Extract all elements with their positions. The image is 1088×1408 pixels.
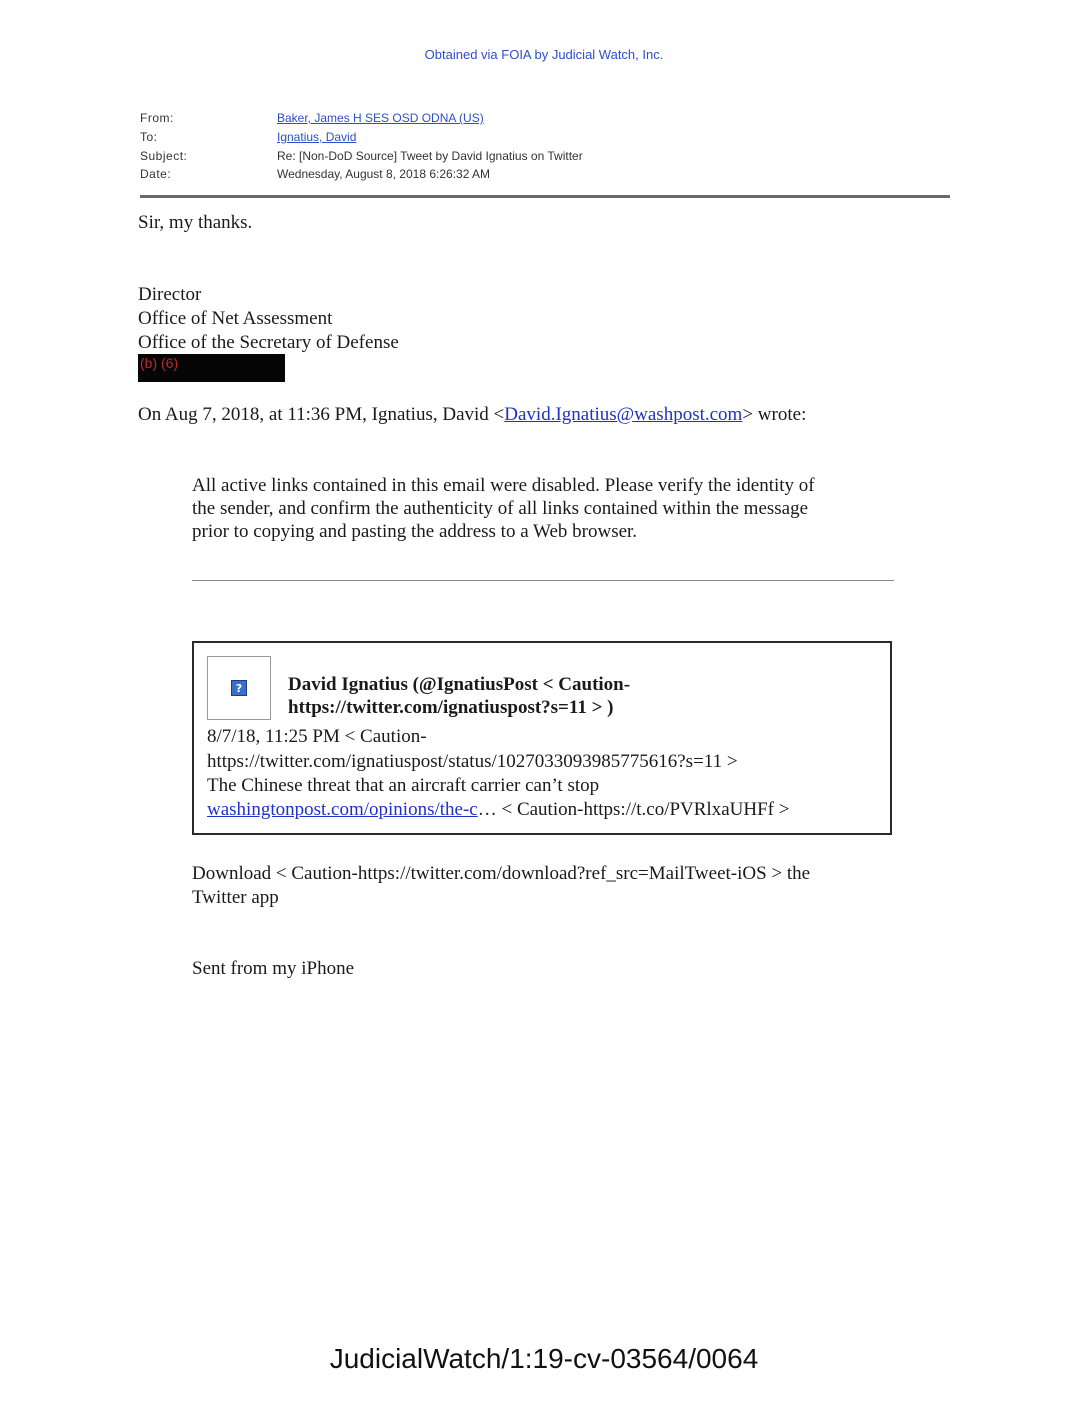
quote-email-link[interactable]: David.Ignatius@washpost.com bbox=[504, 404, 743, 425]
quote-divider bbox=[192, 580, 894, 581]
signature-title: Director bbox=[138, 284, 202, 305]
from-link[interactable]: Baker, James H SES OSD ODNA (US) bbox=[277, 111, 484, 125]
quote-intro-after: > wrote: bbox=[742, 404, 807, 425]
foia-watermark: Obtained via FOIA by Judicial Watch, Inc. bbox=[424, 47, 664, 62]
warning-line-1: All active links contained in this email were disabled. Please verify the identity of bbox=[192, 475, 815, 496]
bates-number: JudicialWatch/1:19-cv-03564/0064 bbox=[329, 1343, 759, 1374]
to-value[interactable] bbox=[277, 130, 356, 144]
tweet-timestamp-line-2: https://twitter.com/ignatiuspost/status/1027033093985775616?s=11 > bbox=[207, 751, 738, 772]
signature-department: Office of the Secretary of Defense bbox=[138, 332, 399, 353]
download-line-2: Twitter app bbox=[192, 887, 279, 908]
download-line-1: Download < Caution-https://twitter.com/download?ref_src=MailTweet-iOS > the bbox=[192, 863, 811, 884]
tweet-link-line bbox=[207, 799, 789, 821]
sent-from: Sent from my iPhone bbox=[192, 958, 355, 979]
warning-line-3: prior to copying and pasting the address to a Web browser. bbox=[192, 521, 638, 542]
date-value: Wednesday, August 8, 2018 6:26:32 AM bbox=[277, 167, 491, 181]
tweet-author-line-2: https://twitter.com/ignatiuspost?s=11 > ) bbox=[288, 697, 614, 718]
broken-image-icon: ? bbox=[231, 680, 247, 696]
subject-label: Subject: bbox=[140, 149, 188, 163]
to-link[interactable]: Ignatius, David bbox=[277, 130, 357, 144]
tweet-link-suffix: … < Caution-https://t.co/PVRlxaUHFf > bbox=[477, 799, 790, 820]
warning-line-2: the sender, and confirm the authenticity of all links contained within the message bbox=[192, 498, 809, 519]
to-label: To: bbox=[140, 130, 158, 144]
quote-intro bbox=[138, 404, 806, 426]
tweet-article-link[interactable]: washingtonpost.com/opinions/the-c bbox=[207, 799, 478, 820]
redaction-code: (b) (6) bbox=[140, 355, 179, 371]
quote-intro-before: On Aug 7, 2018, at 11:36 PM, Ignatius, David < bbox=[138, 404, 505, 425]
from-value[interactable] bbox=[277, 111, 484, 125]
from-label: From: bbox=[140, 111, 174, 125]
subject-value: Re: [Non-DoD Source] Tweet by David Ignatius on Twitter bbox=[277, 149, 583, 163]
greeting: Sir, my thanks. bbox=[138, 212, 253, 233]
date-label: Date: bbox=[140, 167, 172, 181]
header-divider bbox=[140, 195, 950, 198]
tweet-author-line-1: David Ignatius (@IgnatiusPost < Caution- bbox=[288, 674, 631, 695]
tweet-text: The Chinese threat that an aircraft carrier can’t stop bbox=[207, 775, 600, 796]
tweet-timestamp-line-1: 8/7/18, 11:25 PM < Caution- bbox=[207, 726, 427, 747]
signature-office: Office of Net Assessment bbox=[138, 308, 333, 329]
